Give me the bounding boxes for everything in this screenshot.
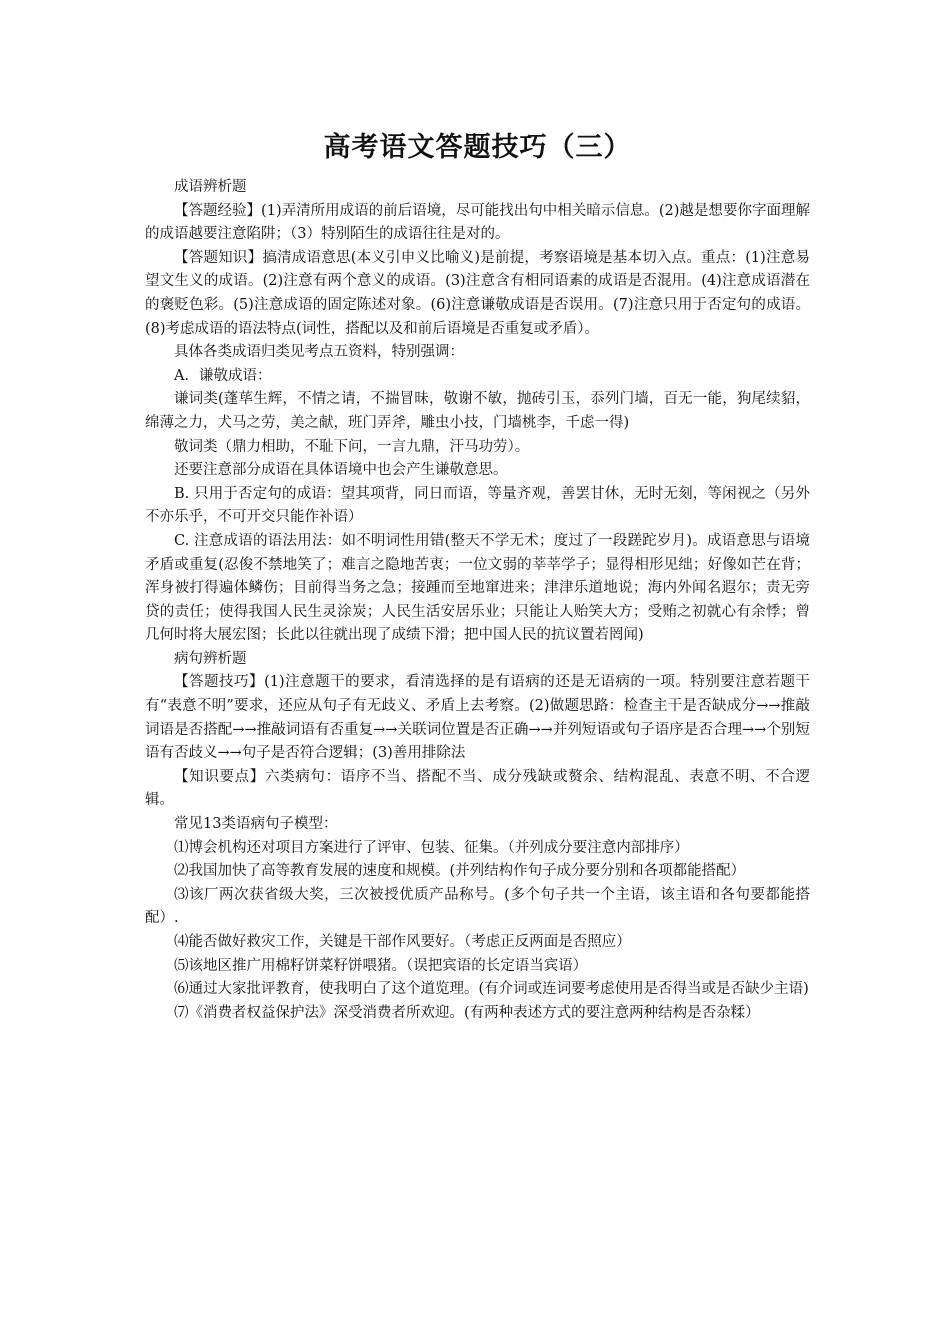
paragraph-answer-knowledge: 【答题知识】搞清成语意思(本义引申义比喻义)是前提，考察语境是基本切入点。重点：(1)注意易望文生义的成语。(2)注意有两个意义的成语。(3)注意含有相同语素的成语是否混用。(4)注意成语潜在的褒贬色彩。(5)注意成语的固定陈述对象。(6)注意谦敬成语是否误用。(7)注意只用于否定句的成语。(8)考虑成语的语法特点(词性，搭配以及和前后语境是否重复或矛盾）。 (145, 249, 810, 337)
list-item-model-5: ⑸该地区推广用棉籽饼菜籽饼喂猪。（误把宾语的长定语当宾语） (174, 957, 588, 974)
section-heading-idioms: 成语辨析题 (174, 179, 247, 195)
paragraph-classification-note: 具体各类成语归类见考点五资料，特别强调： (174, 344, 464, 361)
list-item-model-7: ⑺《消费者权益保护法》深受消费者所欢迎。(有两种表述方式的要注意两种结构是否杂糅） (174, 1004, 760, 1021)
paragraph-humble-honorific-heading: A．谦敬成语： (174, 367, 272, 384)
document-title: 高考语文答题技巧（三） (323, 132, 632, 163)
paragraph-context-note: 还要注意部分成语在具体语境中也会产生谦敬意思。 (174, 462, 508, 479)
document-page (145, 128, 810, 1025)
list-item-model-2: ⑵我国加快了高等教育发展的速度和规模。(并列结构作句子成分要分别和各项都能搭配） (174, 863, 746, 880)
list-item-model-3: ⑶该厂两次获省级大奖，三次被授优质产品称号。(多个句子共一个主语，该主语和各句要都能搭配）. (145, 886, 810, 927)
paragraph-answer-technique: 【答题技巧】(1)注意题干的要求，看清选择的是有语病的还是无语病的一项。特别要注意若题干有“表意不明”要求，还应从句子有无歧义、矛盾上去考察。(2)做题思路：检查主干是否缺成分→→推敲词语是否搭配→→推敲词语有否重复→→关联词位置是否正确→→并列短语或句子语序是否合理→→个别短语有否歧义→→句子是否符合逻辑；(3)善用排除法 (145, 674, 810, 762)
list-item-model-6: ⑹通过大家批评教育，使我明白了这个道览理。(有介词或连词要考虑使用是否得当或是否缺少主语) (174, 981, 809, 998)
paragraph-knowledge-points: 【知识要点】六类病句：语序不当、搭配不当、成分残缺或赘余、结构混乱、表意不明、不合逻辑。 (145, 768, 810, 809)
paragraph-humble-words: 谦词类(蓬荜生辉，不情之请，不揣冒昧，敬谢不敏，抛砖引玉，忝列门墙，百无一能，狗尾续貂，绵薄之力，犬马之劳，美之献，班门弄斧，雕虫小技，门墙桃李，千虑一得) (145, 391, 810, 431)
section-heading-sentences: 病句辨析题 (174, 650, 247, 667)
paragraph-models-heading: 常见13类语病句子模型： (174, 816, 338, 833)
paragraph-grammar-usage: C. 注意成语的语法用法：如不明词性用错(整天不学无术；度过了一段蹉跎岁月)。成语意思与语境矛盾或重复(忍俊不禁地笑了；难言之隐地苦衷；一位文弱的莘莘学子；显得相形见绌；好像如芒在背；浑身被打得遍体鳞伤；目前得当务之急；接踵而至地窜进来；津津乐道地说；海内外闻名遐尔；责无旁贷的责任；使得我国人民生灵涂炭；人民生活安居乐业；只能让人贻笑大方；受贿之初就心有余悸；曾几何时将大展宏图；长此以往就出现了成绩下滑；把中国人民的抗议置若罔闻) (145, 532, 810, 644)
paragraph-negative-only-idioms: B. 只用于否定句的成语：望其项背，同日而语，等量齐观，善罢甘休，无时无刻，等闲视之（另外不亦乐乎，不可开交只能作补语） (145, 485, 810, 526)
list-item-model-1: ⑴博会机构还对项目方案进行了评审、包装、征集。（并列成分要注意内部排序） (174, 839, 689, 856)
paragraph-honorific-words: 敬词类（鼎力相助，不耻下问，一言九鼎，汗马功劳）。 (174, 438, 530, 455)
paragraph-answer-experience: 【答题经验】(1)弄清所用成语的前后语境，尽可能找出句中相关暗示信息。(2)越是想要你字面理解的成语越要注意陷阱；（3）特别陌生的成语往往是对的。 (145, 202, 810, 243)
list-item-model-4: ⑷能否做好救灾工作，关键是干部作风要好。（考虑正反两面是否照应） (174, 934, 631, 950)
